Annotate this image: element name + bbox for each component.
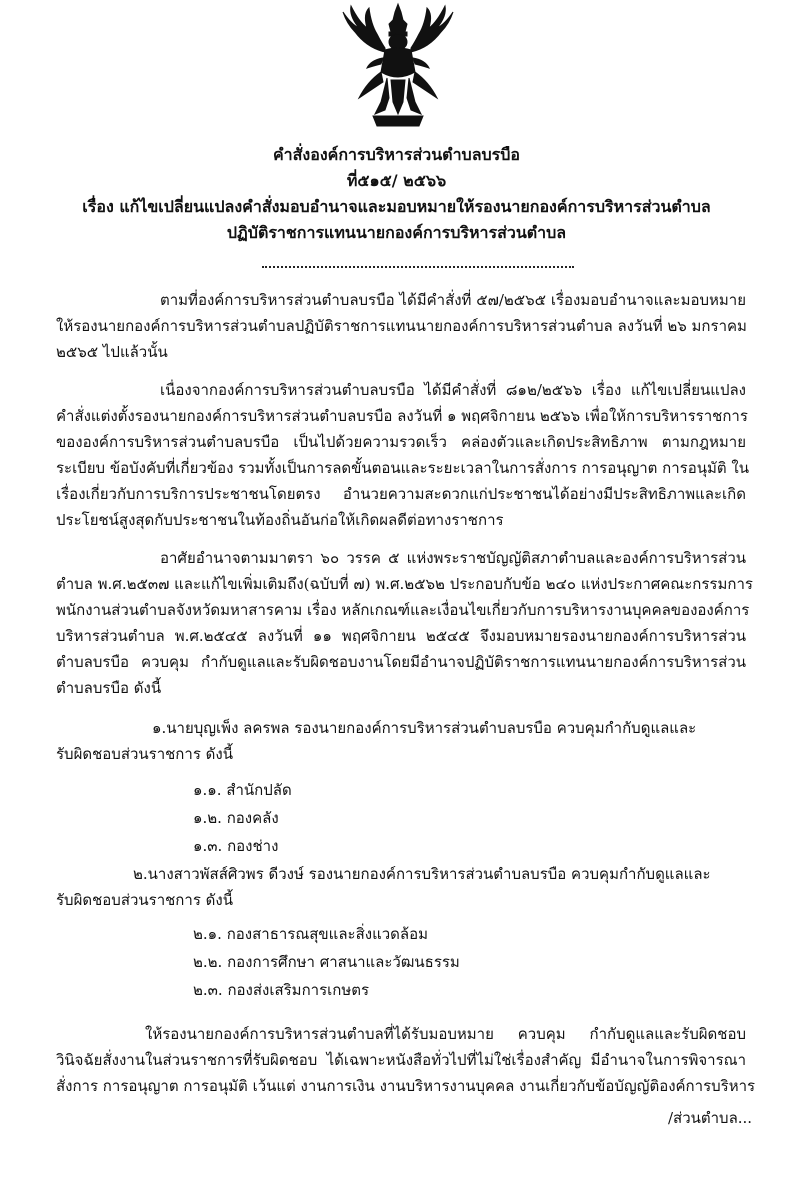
paragraph-2-line-2: คำสั่งแต่งตั้งรองนายกองค์การบริหารส่วนตำบลบรบือ ลงวันที่ ๑ พฤศจิกายน ๒๕๖๖ เพื่อให้การบริหารราชการ bbox=[56, 407, 748, 425]
assignment-1-line-1: ๑.นายบุญเพ็ง ลครพล รองนายกองค์การบริหารส่วนตำบลบรบือ ควบคุมกำกับดูแลและ bbox=[152, 719, 697, 737]
paragraph-4-line-1: ให้รองนายกองค์การบริหารส่วนตำบลที่ได้รับมอบหมาย ควบคุม กำกับดูแลและรับผิดชอบ bbox=[145, 1025, 746, 1043]
paragraph-2-line-4: ระเบียบ ข้อบังคับที่เกี่ยวข้อง รวมทั้งเป็นการลดขั้นตอนและระยะเวลาในการสั่งการ การอนุญาต การอนุมัติ ใน bbox=[56, 459, 749, 477]
garuda-emblem-icon bbox=[337, 2, 459, 130]
continuation-marker: /ส่วนตำบล... bbox=[668, 1109, 753, 1127]
document-title: คำสั่งองค์การบริหารส่วนตำบลบรบือ bbox=[272, 145, 521, 164]
paragraph-4-line-3: สั่งการ การอนุญาต การอนุมัติ เว้นแต่ งานการเงิน งานบริหารงานบุคคล งานเกี่ยวกับข้อบัญญัติองค์การบริหาร bbox=[56, 1077, 756, 1095]
assignment-2-line-1: ๒.นางสาวพัสส์ศิวพร ดีวงษ์ รองนายกองค์การบริหารส่วนตำบลบรบือ ควบคุมกำกับดูแลและ bbox=[133, 865, 711, 883]
paragraph-2-line-1: เนื่องจากองค์การบริหารส่วนตำบลบรบือ ได้มีคำสั่งที่ ๘๑๒/๒๕๖๖ เรื่อง แก้ไขเปลี่ยนแปลง bbox=[160, 381, 746, 399]
assignment-2-item-3: ๒.๓. กองส่งเสริมการเกษตร bbox=[193, 981, 370, 999]
assignment-1-item-2: ๑.๒. กองคลัง bbox=[193, 809, 279, 827]
paragraph-2-line-3: ขององค์การบริหารส่วนตำบลบรบือ เป็นไปด้วยความรวดเร็ว คล่องตัวและเกิดประสิทธิภาพ ตามกฎหมาย bbox=[56, 433, 746, 451]
assignment-2-item-2: ๒.๒. กองการศึกษา ศาสนาและวัฒนธรรม bbox=[193, 953, 460, 971]
paragraph-3-line-2: ตำบล พ.ศ.๒๕๓๗ และแก้ไขเพิ่มเติมถึง(ฉบับที่ ๗) พ.ศ.๒๕๖๒ ประกอบกับข้อ ๒๔๐ แห่งประกาศคณะกรรมการ bbox=[56, 575, 753, 593]
paragraph-2-line-5: เรื่องเกี่ยวกับการบริการประชาชนโดยตรง อำนวยความสะดวกแก่ประชาชนได้อย่างมีประสิทธิภาพและเกิด bbox=[56, 485, 746, 503]
document-subject-line-2: ปฏิบัติราชการแทนนายกองค์การบริหารส่วนตำบล bbox=[226, 223, 567, 242]
paragraph-1-line-3: ๒๕๖๕ ไปแล้วนั้น bbox=[56, 343, 168, 361]
paragraph-3-line-5: ตำบลบรบือ ควบคุม กำกับดูแลและรับผิดชอบงานโดยมีอำนาจปฏิบัติราชการแทนนายกองค์การบริหารส่วน bbox=[56, 653, 746, 671]
paragraph-3-line-6: ตำบลบรบือ ดังนี้ bbox=[56, 679, 162, 697]
assignment-2-line-2: รับผิดชอบส่วนราชการ ดังนี้ bbox=[56, 891, 233, 909]
assignment-1-item-3: ๑.๓. กองช่าง bbox=[193, 837, 279, 855]
paragraph-4-line-2: วินิจฉัยสั่งงานในส่วนราชการที่รับผิดชอบ ได้เฉพาะหนังสือทั่วไปที่ไม่ใช่เรื่องสำคัญ มีอำนาจในการพิจารณา bbox=[56, 1051, 746, 1069]
document-subject-line-1: เรื่อง แก้ไขเปลี่ยนแปลงคำสั่งมอบอำนาจและมอบหมายให้รองนายกองค์การบริหารส่วนตำบล bbox=[82, 197, 711, 216]
paragraph-3-line-1: อาศัยอำนาจตามมาตรา ๖๐ วรรค ๕ แห่งพระราชบัญญัติสภาตำบลและองค์การบริหารส่วน bbox=[160, 549, 746, 567]
assignment-1-line-2: รับผิดชอบส่วนราชการ ดังนี้ bbox=[56, 745, 233, 763]
assignment-1-item-1: ๑.๑. สำนักปลัด bbox=[193, 781, 292, 799]
dotted-divider bbox=[262, 262, 574, 268]
paragraph-3-line-4: บริหารส่วนตำบล พ.ศ.๒๕๔๕ ลงวันที่ ๑๑ พฤศจิกายน ๒๕๔๕ จึงมอบหมายรองนายกองค์การบริหารส่วน bbox=[56, 627, 746, 645]
paragraph-2-line-6: ประโยชน์สูงสุดกับประชาชนในท้องถิ่นอันก่อให้เกิดผลดีต่อทางราชการ bbox=[56, 511, 504, 529]
paragraph-3-line-3: พนักงานส่วนตำบลจังหวัดมหาสารคาม เรื่อง หลักเกณฑ์และเงื่อนไขเกี่ยวกับการบริหารงานบุคคลขององค์การ bbox=[56, 601, 750, 619]
paragraph-1-line-2: ให้รองนายกองค์การบริหารส่วนตำบลปฏิบัติราชการแทนนายกองค์การบริหารส่วนตำบล ลงวันที่ ๒๖ มกราคม bbox=[56, 317, 747, 335]
paragraph-1-line-1: ตามที่องค์การบริหารส่วนตำบลบรบือ ได้มีคำสั่งที่ ๕๗/๒๕๖๕ เรื่องมอบอำนาจและมอบหมาย bbox=[160, 291, 746, 309]
assignment-2-item-1: ๒.๑. กองสาธารณสุขและสิ่งแวดล้อม bbox=[193, 925, 428, 943]
document-number: ที่๕๑๕/ ๒๕๖๖ bbox=[346, 171, 447, 190]
